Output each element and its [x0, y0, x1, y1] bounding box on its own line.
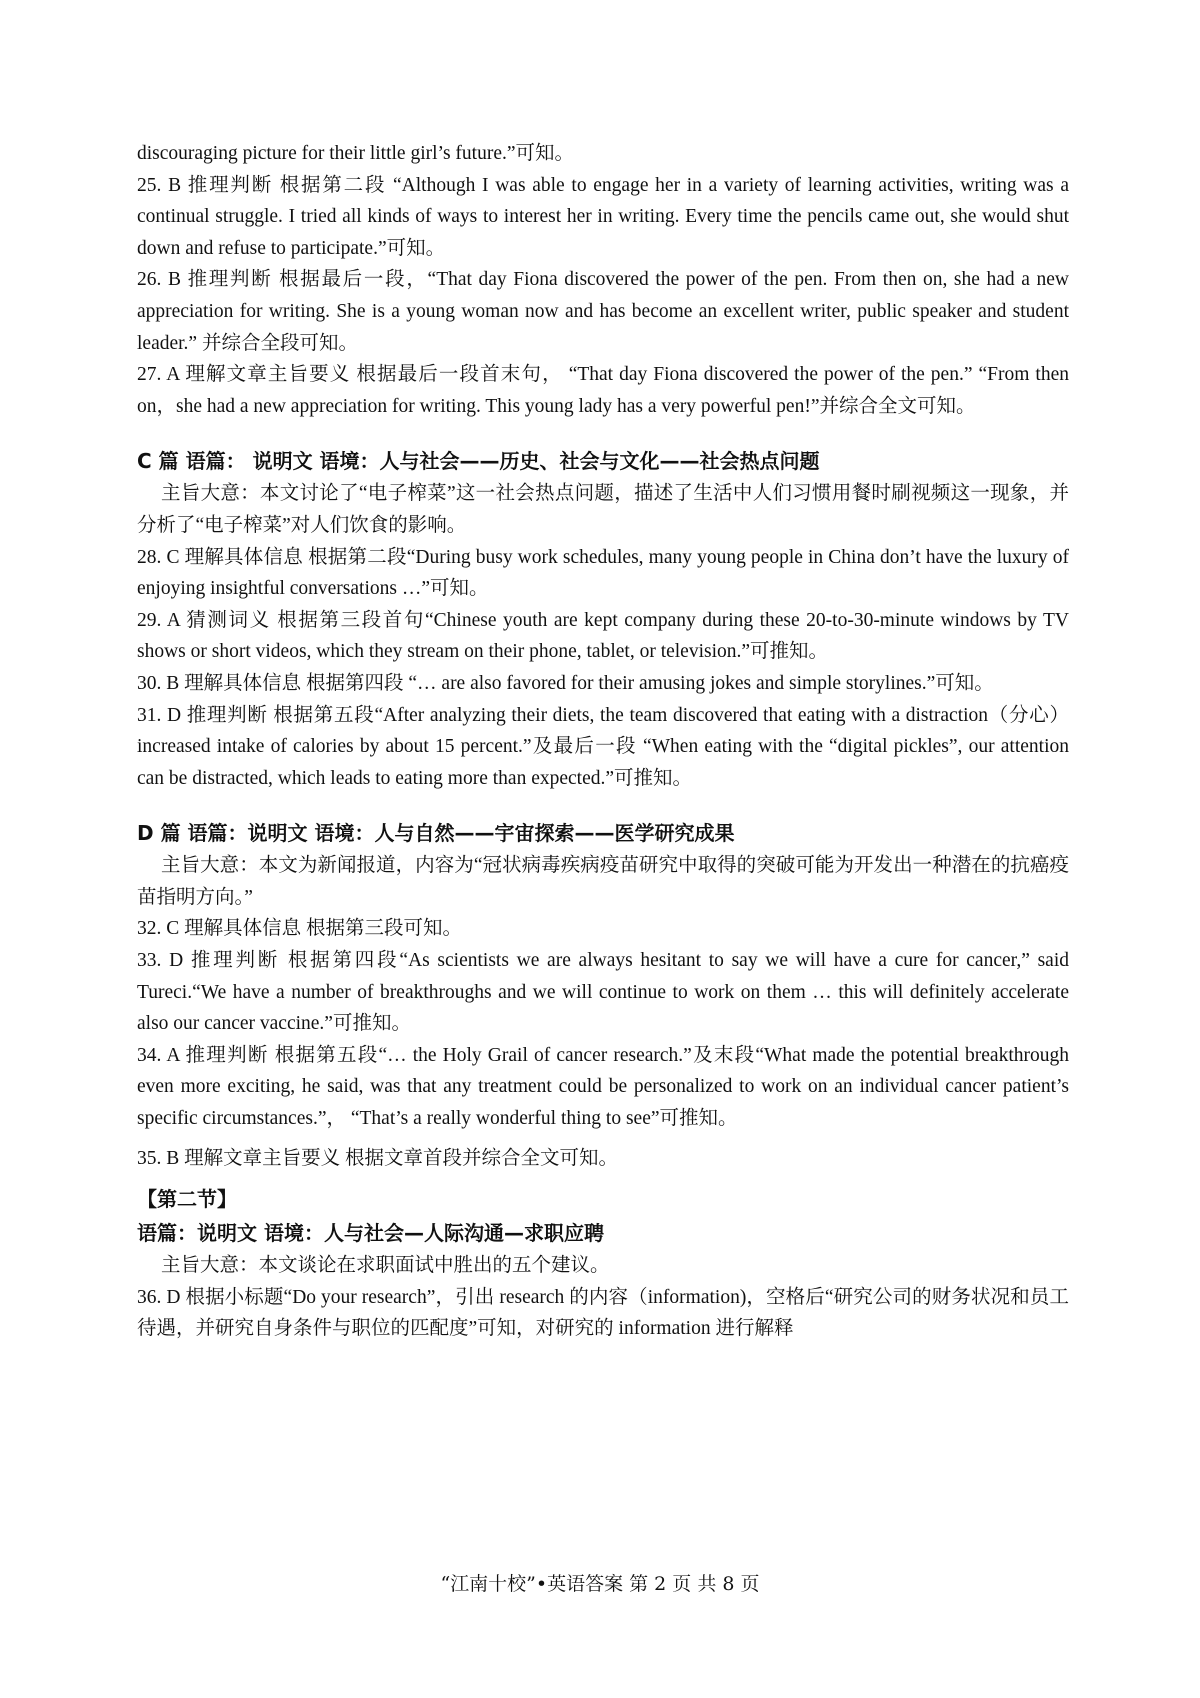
answer-31: 31. D 推理判断 根据第五段“After analyzing their diets, the team discovered that eating with a distraction（分心）increased intake of calories by about 15 percent.”及最后一段 “When eating with the “digital pickles”, our attention can be distracted, which leads to eating more than expected.”可推知。 [137, 704, 1069, 789]
spacer [137, 794, 1069, 816]
answer-27: 27. A 理解文章主旨要义 根据最后一段首末句， “That day Fiona discovered the power of the pen.” “From then on，she had a new appreciation for writing. This young lady has a very powerful pen!”并综合全文可知。 [137, 364, 1069, 417]
answer-26: 26. B 推理判断 根据最后一段，“That day Fiona discovered the power of the pen. From then on, she had a new appreciation for writing. She is a young woman now and has become an excellent writer, public speaker and student leader.” 并综合全段可知。 [137, 269, 1069, 354]
answer-b-tail: discouraging picture for their little girl’s future.”可知。 [137, 143, 575, 164]
spacer [137, 1135, 1069, 1143]
spacer [137, 422, 1069, 444]
answer-36: 36. D 根据小标题“Do your research”，引出 research 的内容（information)，空格后“研究公司的财务状况和员工待遇，并研究自身条件与职位的匹配度”可知，对研究的 information 进行解释 [137, 1286, 1069, 1340]
part-two-summary: 主旨大意：本文谈论在求职面试中胜出的五个建议。 [161, 1255, 610, 1277]
part-two-heading: 语篇：说明文 语境：人与社会—人际沟通—求职应聘 [137, 1221, 604, 1246]
answer-32: 32. C 理解具体信息 根据第三段可知。 [137, 918, 463, 940]
answer-25: 25. B 推理判断 根据第二段 “Although I was able to engage her in a variety of learning activities, writing was a continual struggle. I tried all kinds of ways to interest her in writing. Every time the pencils came out, she would shut down and refuse to participate.”可知。 [137, 174, 1069, 259]
answer-29: 29. A 猜测词义 根据第三段首句“Chinese youth are kept company during these 20-to-30-minute windows by TV shows or short videos, which they stream on their phone, tablet, or television.”可推知。 [137, 609, 1069, 663]
section-d-heading: D 篇 语篇：说明文 语境：人与自然——宇宙探索——医学研究成果 [137, 821, 735, 846]
section-c-heading: C 篇 语篇： 说明文 语境：人与社会——历史、社会与文化——社会热点问题 [137, 449, 820, 474]
answer-30: 30. B 理解具体信息 根据第四段 “… are also favored for their amusing jokes and simple storylines.”可知。 [137, 672, 994, 694]
spacer [137, 1174, 1069, 1182]
part-two-title: 【第二节】 [137, 1187, 237, 1212]
page-footer: “江南十校”•英语答案 第 2 页 共 8 页 [440, 1573, 760, 1595]
answer-34: 34. A 推理判断 根据第五段“… the Holy Grail of cancer research.”及末段“What made the potential breakthrough even more exciting, he said, was that any treatment could be personalized to work on an individual cancer patient’s specific circumstances.”， “That’s a really wonderful thing to see”可推知。 [137, 1044, 1069, 1130]
section-c-summary: 主旨大意：本文讨论了“电子榨菜”这一社会热点问题，描述了生活中人们习惯用餐时刷视频这一现象，并分析了“电子榨菜”对人们饮食的影响。 [137, 483, 1069, 536]
answer-33: 33. D 推理判断 根据第四段“As scientists we are always hesitant to say we will have a cure for cancer,” said Tureci.“We have a number of breakthroughs and we will continue to work on them … this will definitely accelerate also our cancer vaccine.”可推知。 [137, 950, 1069, 1035]
answer-35: 35. B 理解文章主旨要义 根据文章首段并综合全文可知。 [137, 1147, 619, 1169]
answer-document [137, 138, 1069, 1345]
answer-28: 28. C 理解具体信息 根据第二段“During busy work schedules, many young people in China don’t have the luxury of enjoying insightful conversations …”可知。 [137, 546, 1069, 600]
section-d-summary: 主旨大意：本文为新闻报道，内容为“冠状病毒疾病疫苗研究中取得的突破可能为开发出一种潜在的抗癌疫苗指明方向。” [137, 855, 1069, 908]
